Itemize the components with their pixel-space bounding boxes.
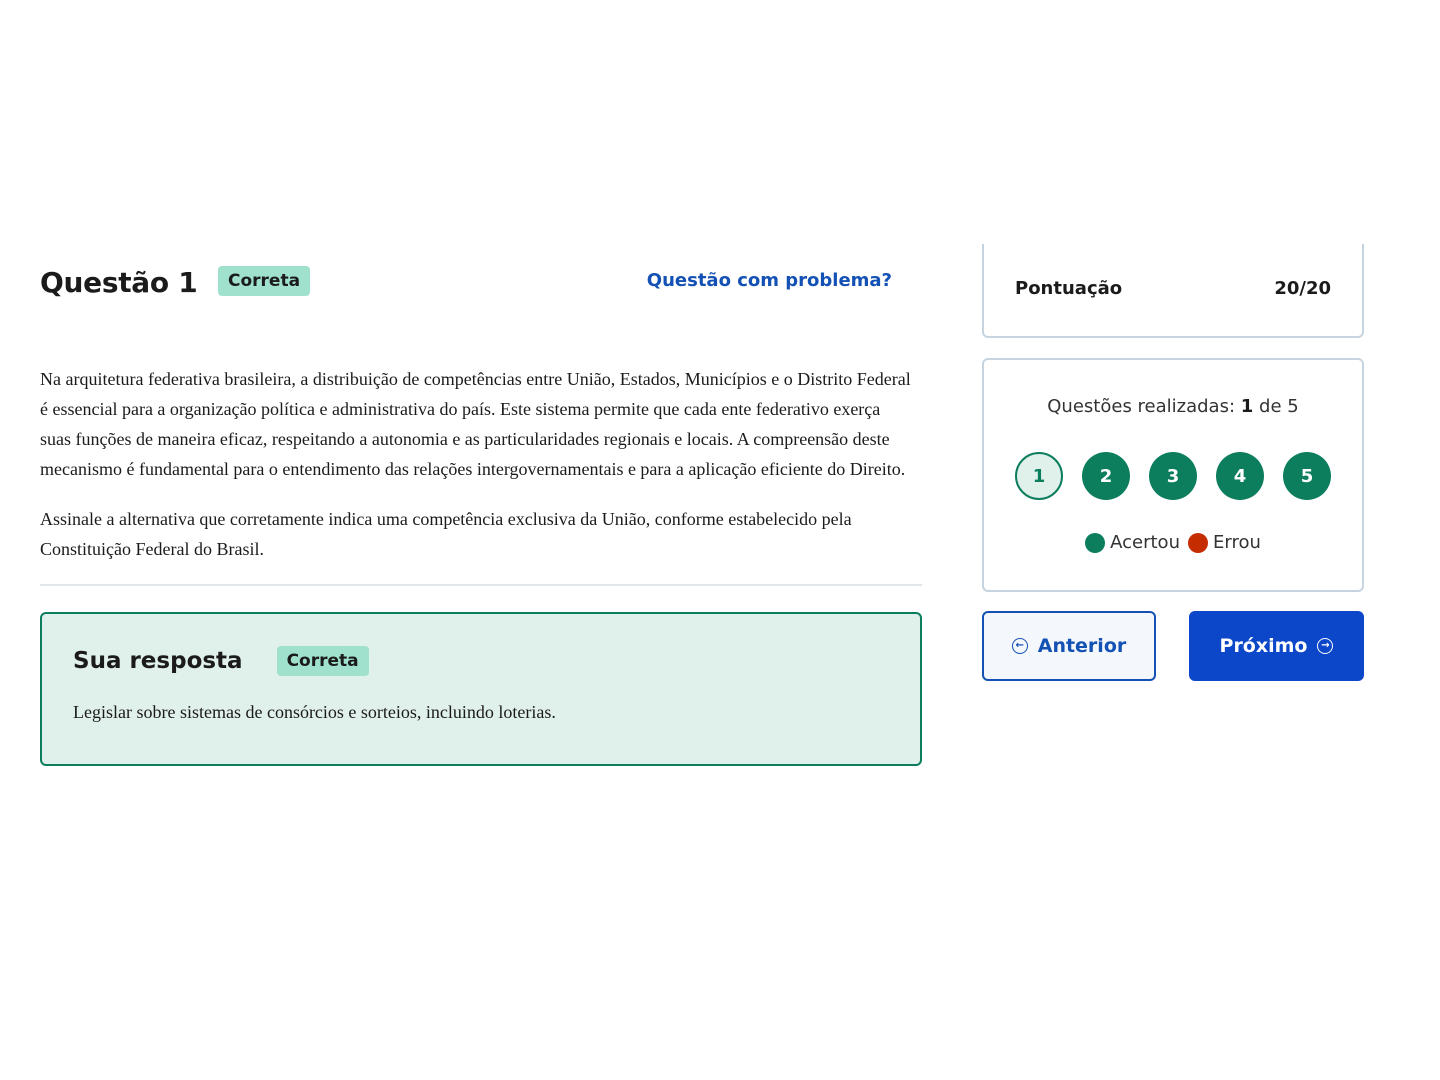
previous-button-label: Anterior [1037,635,1127,657]
legend-correct-label: Acertou [1110,532,1180,553]
answer-text: Legislar sobre sistemas de consórcios e sorteios, incluindo loterias. [73,702,556,722]
question-statement [40,364,912,564]
question-circle-1[interactable]: 1 [1015,452,1063,500]
legend-wrong-label: Errou [1212,532,1261,553]
arrow-left-circle-icon: ← [1012,638,1028,654]
arrow-right-circle-icon: → [1317,638,1333,654]
status-badge: Correta [218,266,310,296]
divider [40,584,922,586]
score-value: 20/20 [1274,278,1331,299]
question-circle-3[interactable]: 3 [1149,452,1197,500]
question-circle-5[interactable]: 5 [1283,452,1331,500]
answer-header [73,646,889,676]
question-circle-2[interactable]: 2 [1082,452,1130,500]
legend [984,532,1362,553]
legend-wrong [1188,532,1261,553]
green-dot-icon [1085,533,1105,553]
progress-total: 5 [1287,396,1299,417]
answer-title: Sua resposta [73,648,243,674]
progress-separator: de [1259,396,1282,417]
previous-button[interactable] [982,611,1156,681]
next-button-label: Próximo [1219,635,1308,657]
your-answer-box [40,612,922,766]
score-label: Pontuação [1015,278,1123,299]
answer-status-badge: Correta [277,646,369,676]
progress-prefix: Questões realizadas: [1047,396,1236,417]
report-problem-link[interactable]: Questão com problema? [646,270,892,291]
red-dot-icon [1188,533,1208,553]
progress-summary [984,396,1362,417]
progress-card [982,358,1364,592]
score-card [982,244,1364,338]
next-button[interactable] [1189,611,1364,681]
question-navigator [1015,452,1331,500]
question-paragraph: Na arquitetura federativa brasileira, a distribuição de competências entre União, Estados, Municípios e o Distrito Federal é essencial para a organização política e administrativa do país. Este sistema permite que cada ente federativo exerça suas funções de maneira eficaz, respeitando a autonomia e as particularidades regionais e locais. A compreensão deste mecanismo é fundamental para o entendimento das relações intergovernamentais e para a aplicação eficiente do Direito. [40,369,911,479]
question-panel [40,262,922,766]
question-header [40,262,922,304]
legend-correct [1085,532,1180,553]
question-paragraph: Assinale a alternativa que corretamente indica uma competência exclusiva da União, conforme estabelecido pela Constituição Federal do Brasil. [40,509,852,559]
question-circle-4[interactable]: 4 [1216,452,1264,500]
progress-done: 1 [1240,396,1254,417]
question-title: Questão 1 [40,266,198,299]
